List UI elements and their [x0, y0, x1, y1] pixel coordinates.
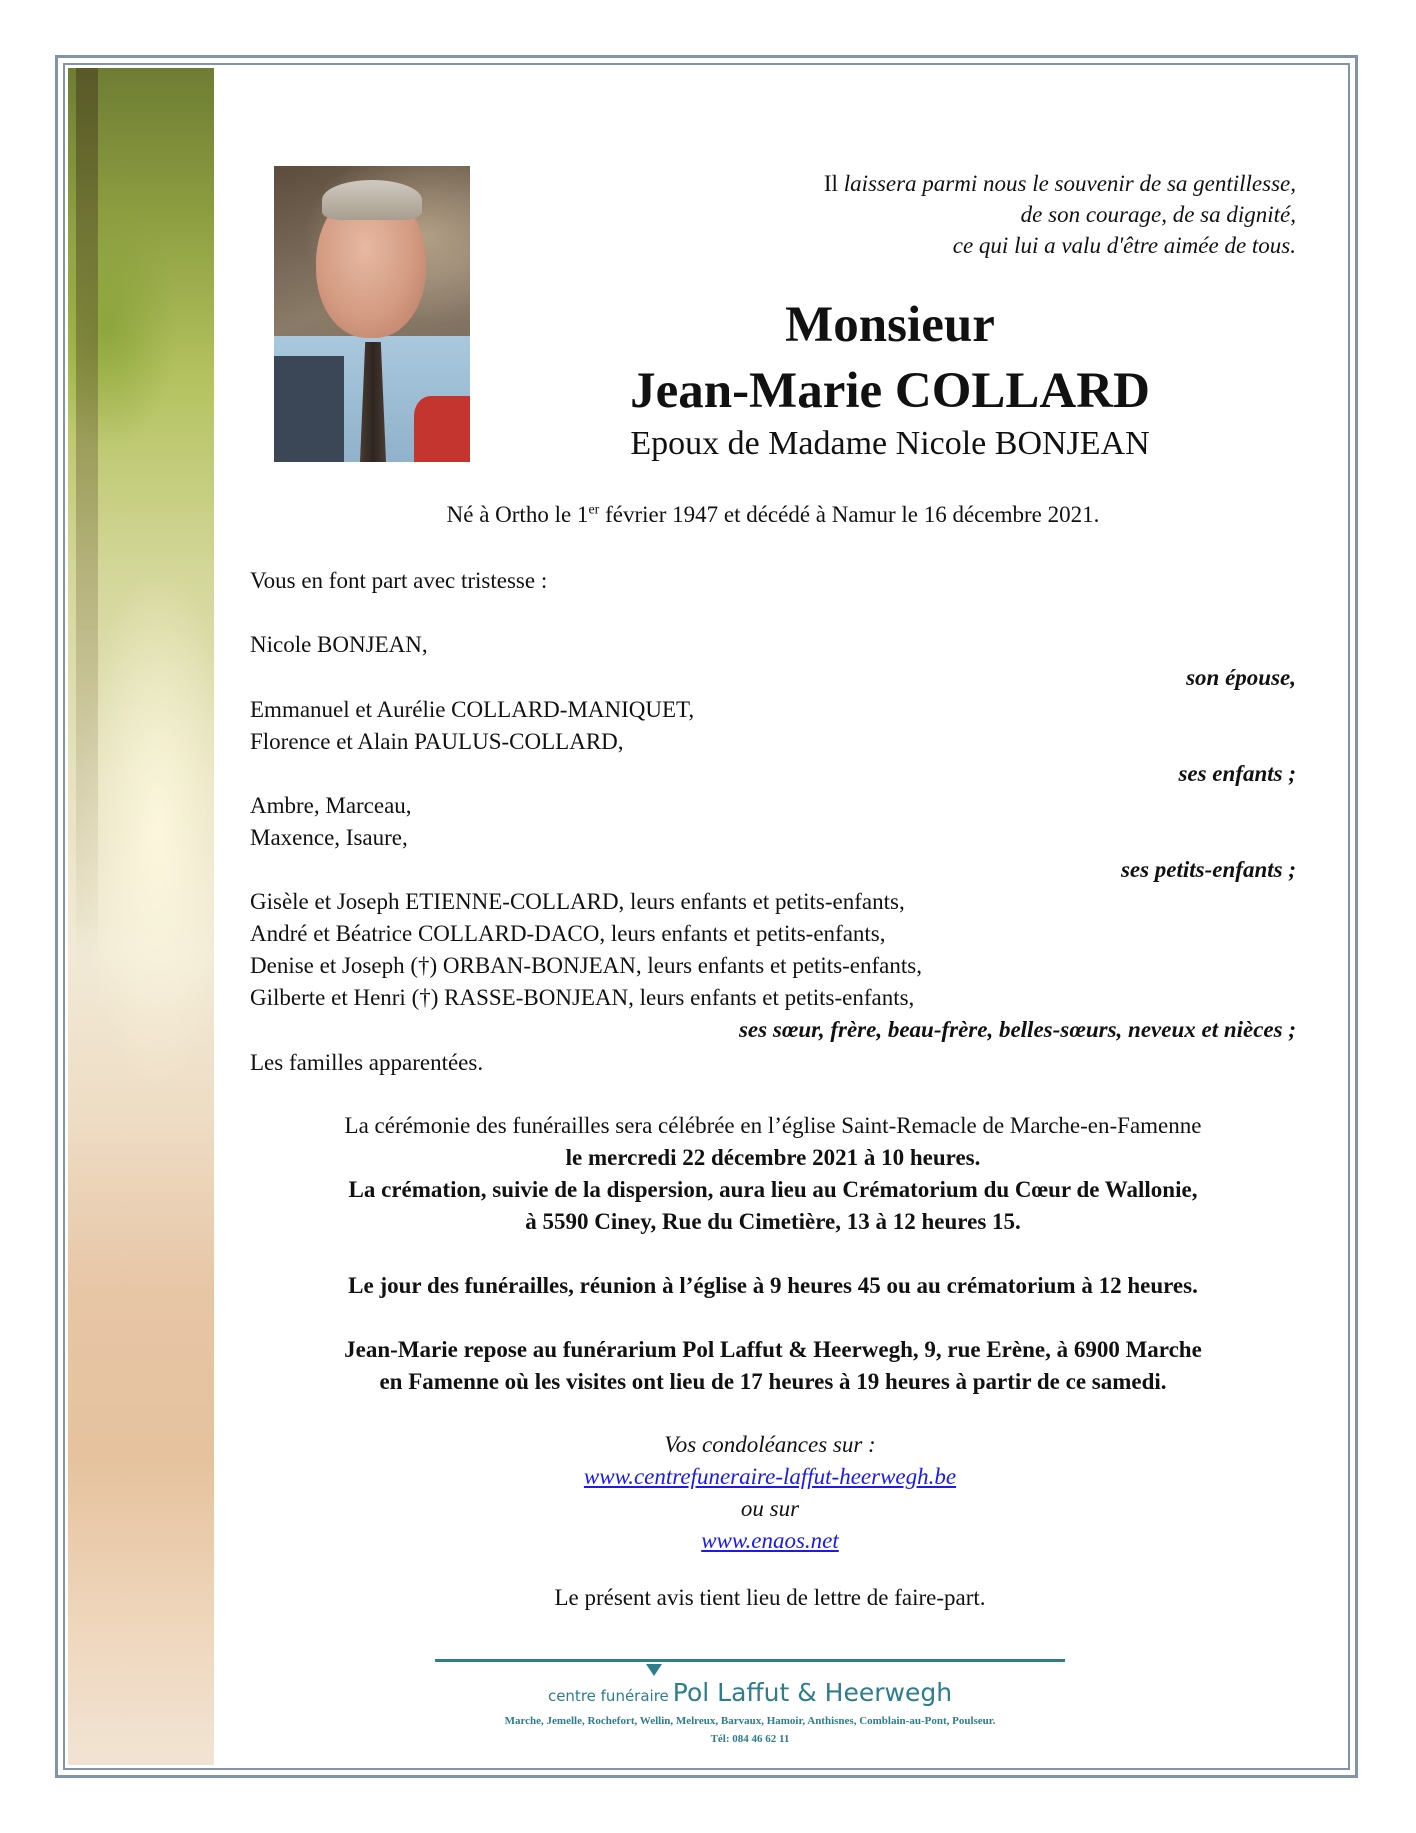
funerarium-line-2: en Famenne où les visites ont lieu de 17 heures à 19 heures à partir de ce samedi. [379, 1369, 1167, 1394]
children-label: ses enfants ; [1178, 761, 1296, 786]
condolences-link-1-wrap [470, 1464, 1070, 1490]
sibling-1: Gisèle et Joseph ETIENNE-COLLARD, leurs enfants et petits-enfants, [250, 889, 905, 914]
logo-prefix: centre funéraire [547, 1687, 669, 1705]
logo-brand: Pol Laffut & Heerwegh [672, 1678, 953, 1707]
honorific-title: Monsieur [785, 297, 995, 353]
sibling-4: Gilberte et Henri (†) RASSE-BONJEAN, leurs enfants et petits-enfants, [250, 985, 915, 1010]
condolences-link-1[interactable]: www.centrefuneraire-laffut-heerwegh.be [583, 1464, 957, 1489]
meeting-line: Le jour des funérailles, réunion à l’église à 9 heures 45 ou au crématorium à 12 heures. [348, 1273, 1198, 1298]
spouse-label: son épouse, [1186, 665, 1296, 690]
other-families: Les familles apparentées. [250, 1050, 484, 1075]
child-1: Emmanuel et Aurélie COLLARD-MANIQUET, [250, 697, 695, 722]
birth-death-line: Né à Ortho le 1er février 1947 et décédé à Namur le 16 décembre 2021. [446, 502, 1100, 527]
logo-phone: Tél: 084 46 62 11 [710, 1733, 790, 1745]
siblings-label: ses sœur, frère, beau-frère, belles-sœurs, neveux et nièces ; [738, 1017, 1296, 1042]
quote-line-2: de son courage, de sa dignité, [1020, 202, 1296, 227]
sibling-3: Denise et Joseph (†) ORBAN-BONJEAN, leurs enfants et petits-enfants, [250, 953, 922, 978]
spouse-line: Epoux de Madame Nicole BONJEAN [630, 425, 1150, 462]
condolences-or: ou sur [740, 1496, 800, 1521]
logo-triangle-icon [646, 1664, 662, 1676]
condolences-label: Vos condoléances sur : [664, 1432, 876, 1457]
logo-rule [435, 1659, 1065, 1662]
quote-line-3: ce qui lui a valu d'être aimée de tous. [952, 233, 1296, 258]
cremation-line: La crémation, suivie de la dispersion, aura lieu au Crématorium du Cœur de Wallonie, [348, 1177, 1198, 1202]
forest-path-image [68, 68, 214, 1765]
cremation-address: à 5590 Ciney, Rue du Cimetière, 13 à 12 heures 15. [525, 1209, 1021, 1234]
spouse-name: Nicole BONJEAN, [250, 632, 428, 657]
quote-line-1: Il laissera parmi nous le souvenir de sa gentillesse, [823, 171, 1296, 196]
deceased-name: Jean-Marie COLLARD [630, 363, 1150, 419]
condolences-link-2-wrap [540, 1528, 1000, 1554]
funeral-home-logo [440, 1678, 1060, 1707]
portrait-photo [274, 166, 470, 462]
sibling-2: André et Béatrice COLLARD-DACO, leurs enfants et petits-enfants, [250, 921, 886, 946]
tree-trunk-shape [76, 68, 98, 968]
ceremony-line-1: La cérémonie des funérailles sera célébrée en l’église Saint-Remacle de Marche-en-Famenne [344, 1113, 1202, 1138]
grandchildren-label: ses petits-enfants ; [1120, 857, 1296, 882]
logo-locations: Marche, Jemelle, Rochefort, Wellin, Melreux, Barvaux, Hamoir, Anthisnes, Comblain-au-Pont, Poulseur. [504, 1715, 996, 1727]
grandchildren-1: Ambre, Marceau, [250, 793, 412, 818]
notice-line: Le présent avis tient lieu de lettre de faire-part. [554, 1585, 986, 1610]
child-2: Florence et Alain PAULUS-COLLARD, [250, 729, 624, 754]
ceremony-date: le mercredi 22 décembre 2021 à 10 heures. [565, 1145, 981, 1170]
funerarium-line-1: Jean-Marie repose au funérarium Pol Laffut & Heerwegh, 9, rue Erène, à 6900 Marche [344, 1337, 1202, 1362]
grandchildren-2: Maxence, Isaure, [250, 825, 408, 850]
announce-text: Vous en font part avec tristesse : [250, 568, 548, 593]
condolences-link-2[interactable]: www.enaos.net [701, 1528, 839, 1553]
